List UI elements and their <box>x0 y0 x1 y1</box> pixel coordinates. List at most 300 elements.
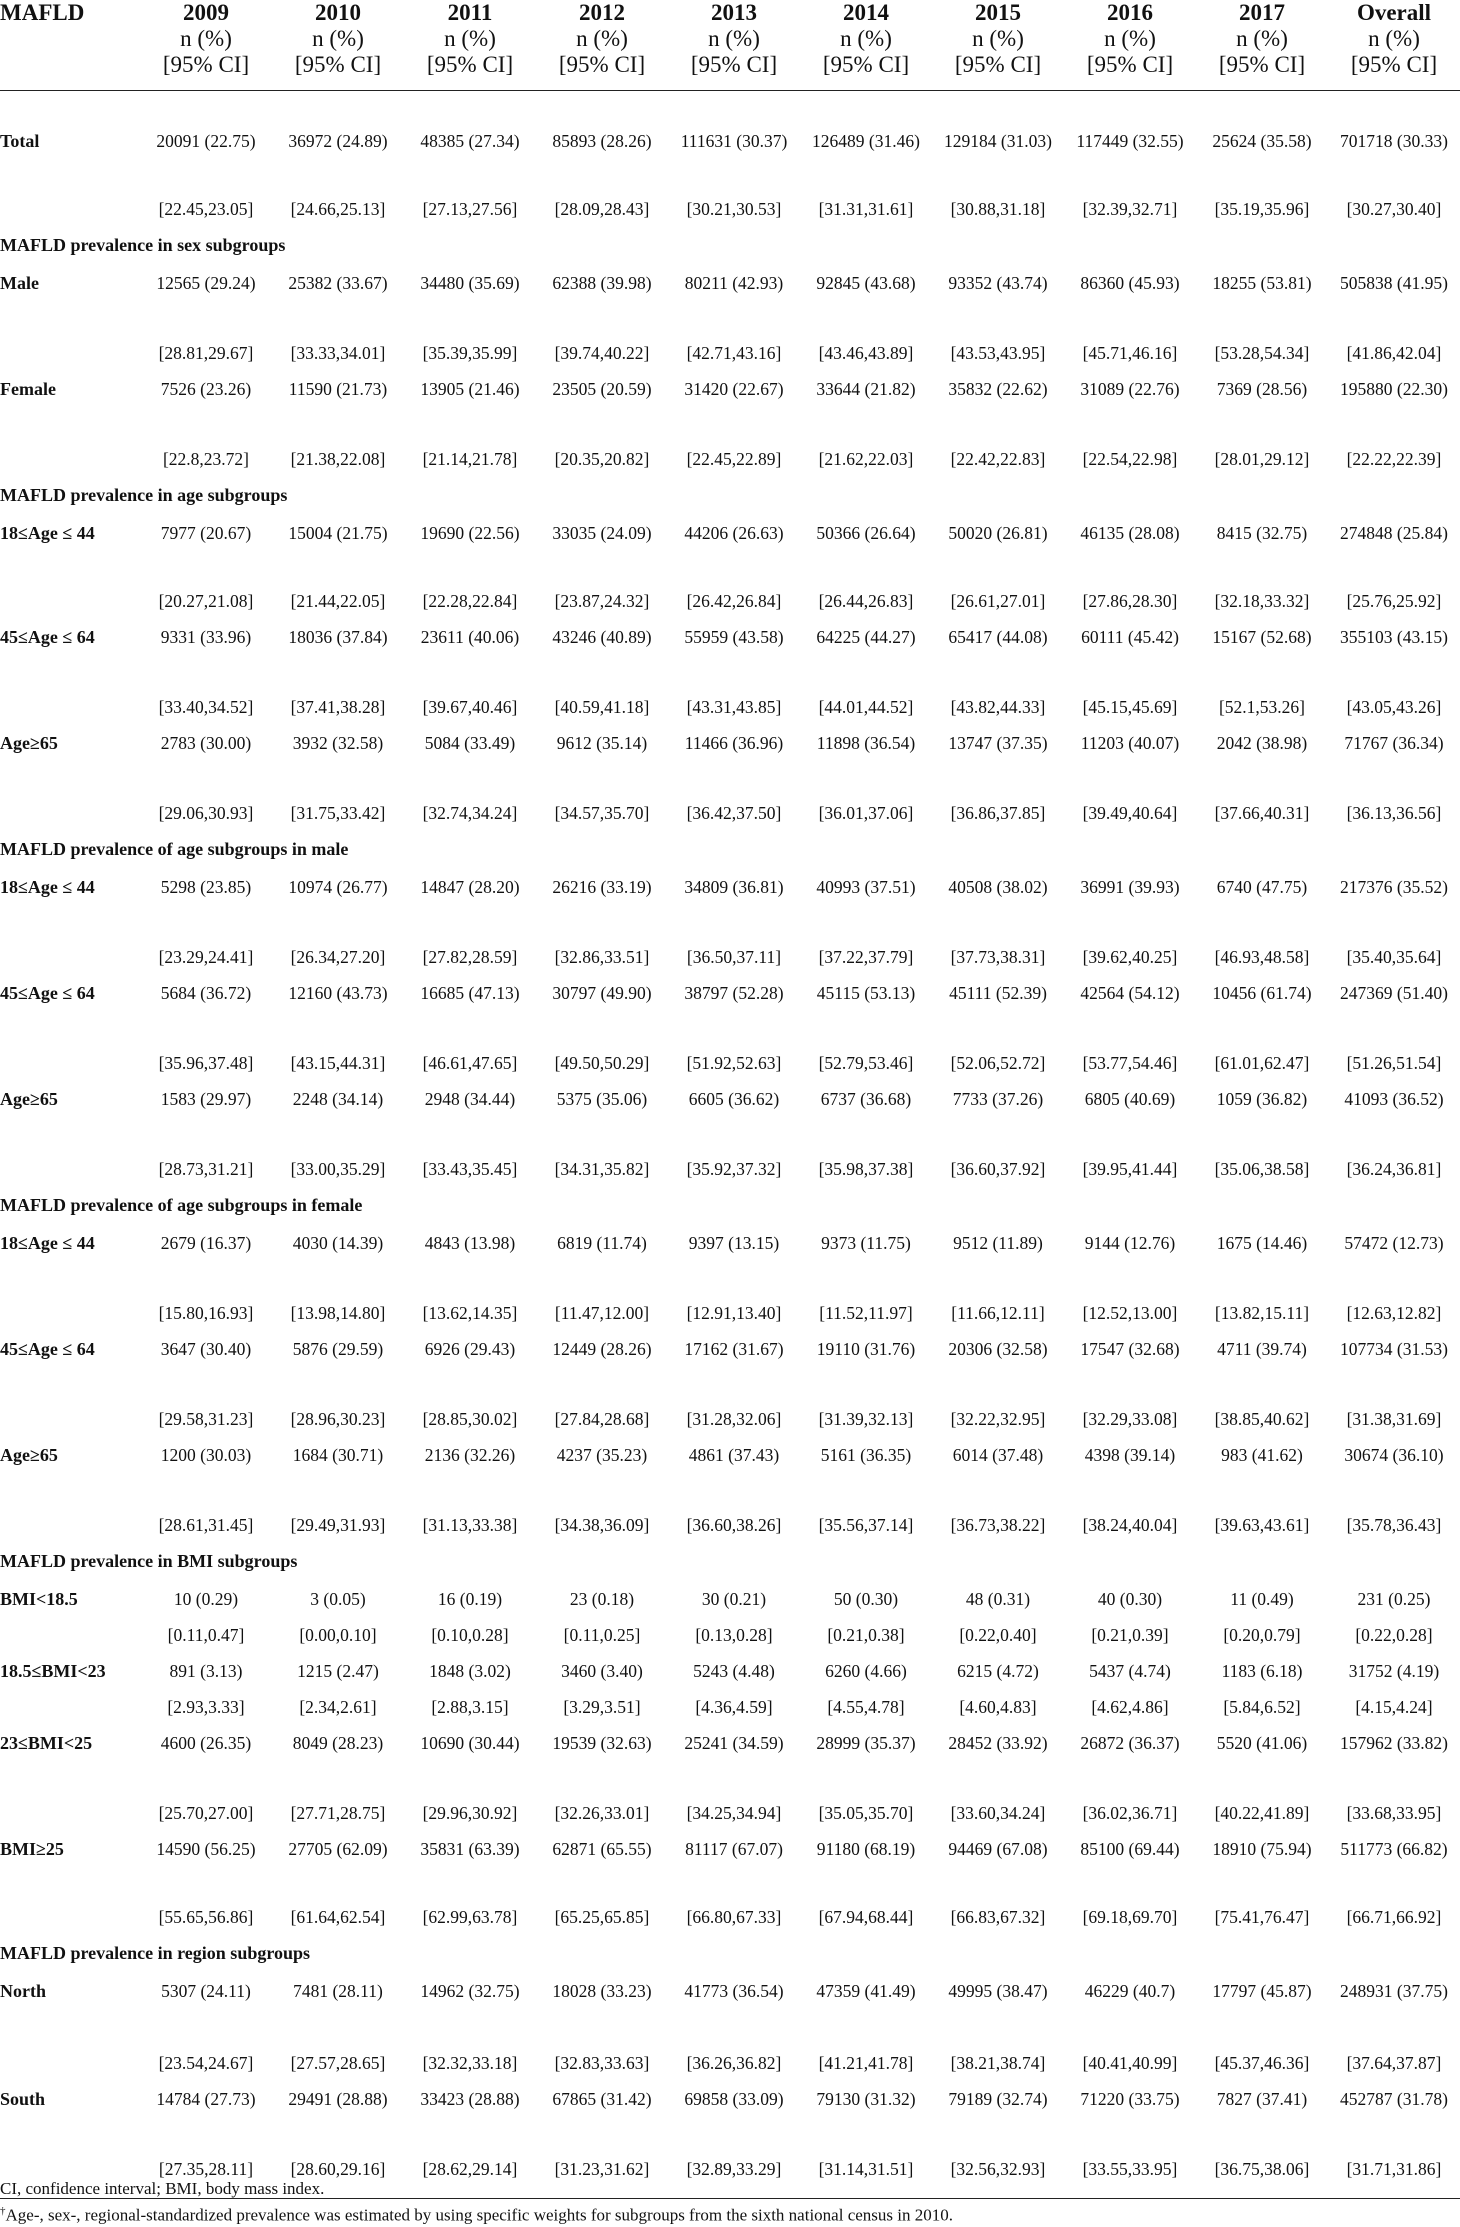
ci-cell: [39.63,43.61] <box>1214 1515 1310 1535</box>
value-cell: 1183 (6.18) <box>1221 1661 1303 1681</box>
ci-cell: [67.94,68.44] <box>818 1907 914 1927</box>
value-cell: 33644 (21.82) <box>816 379 916 399</box>
table-row <box>0 1980 1460 2052</box>
ci-cell: [28.81,29.67] <box>158 343 254 363</box>
value-cell: 19110 (31.76) <box>816 1339 916 1359</box>
value-cell: 7369 (28.56) <box>1216 379 1308 399</box>
row-label: 45≤Age ≤ 64 <box>0 1339 95 1359</box>
ci-cell: [22.22,22.39] <box>1346 449 1442 469</box>
ci-cell: [25.76,25.92] <box>1346 591 1442 611</box>
value-cell: 16 (0.19) <box>437 1589 503 1609</box>
ci-cell: [5.84,6.52] <box>1223 1697 1301 1717</box>
ci-cell: [15.80,16.93] <box>158 1303 254 1323</box>
ci-row <box>0 1514 1460 1550</box>
value-cell: 2136 (32.26) <box>424 1445 516 1465</box>
ci-cell: [33.40,34.52] <box>158 697 254 717</box>
value-cell: 19539 (32.63) <box>552 1733 652 1753</box>
value-cell: 31420 (22.67) <box>684 379 784 399</box>
value-cell: 35832 (22.62) <box>948 379 1048 399</box>
ci-cell: [55.65,56.86] <box>158 1907 254 1927</box>
value-cell: 4237 (35.23) <box>556 1445 648 1465</box>
ci-cell: [22.28,22.84] <box>422 591 518 611</box>
ci-cell: [39.62,40.25] <box>1082 947 1178 967</box>
value-cell: 33035 (24.09) <box>552 523 652 543</box>
ci-cell: [30.21,30.53] <box>686 199 782 219</box>
value-cell: 35831 (63.39) <box>420 1839 520 1859</box>
table-body <box>0 90 1460 2198</box>
value-cell: 111631 (30.37) <box>680 131 788 151</box>
ci-cell: [49.50,50.29] <box>554 1053 650 1073</box>
value-cell: 1583 (29.97) <box>160 1089 252 1109</box>
value-cell: 9144 (12.76) <box>1084 1233 1176 1253</box>
header-col-0 <box>140 0 272 90</box>
value-cell: 10690 (30.44) <box>420 1733 520 1753</box>
ci-cell: [35.06,38.58] <box>1214 1159 1310 1179</box>
value-cell: 9373 (11.75) <box>821 1233 911 1253</box>
ci-cell: [39.74,40.22] <box>554 343 650 363</box>
value-cell: 25624 (35.58) <box>1212 131 1312 151</box>
table-row <box>0 378 1460 448</box>
value-cell: 23 (0.18) <box>569 1589 635 1609</box>
header-ci: [95% CI] <box>954 52 1042 77</box>
value-cell: 50020 (26.81) <box>948 523 1048 543</box>
value-cell: 62871 (65.55) <box>552 1839 652 1859</box>
value-cell: 6014 (37.48) <box>952 1445 1044 1465</box>
value-cell: 25241 (34.59) <box>684 1733 784 1753</box>
value-cell: 9512 (11.89) <box>953 1233 1043 1253</box>
ci-cell: [28.09,28.43] <box>554 199 650 219</box>
header-np: n (%) <box>840 26 892 51</box>
value-cell: 157962 (33.82) <box>1340 1733 1448 1753</box>
value-cell: 85100 (69.44) <box>1080 1839 1180 1859</box>
value-cell: 5084 (33.49) <box>424 733 516 753</box>
ci-cell: [36.86,37.85] <box>950 803 1046 823</box>
value-cell: 93352 (43.74) <box>948 273 1048 293</box>
ci-cell: [75.41,76.47] <box>1214 1907 1310 1927</box>
ci-cell: [38.21,38.74] <box>950 2053 1046 2073</box>
footnote-standardization <box>0 2200 1460 2227</box>
ci-cell: [33.68,33.95] <box>1346 1803 1442 1823</box>
header-row <box>0 0 1460 90</box>
ci-cell: [27.86,28.30] <box>1082 591 1178 611</box>
row-label <box>0 1624 140 1660</box>
value-cell: 452787 (31.78) <box>1340 2089 1448 2109</box>
row-label <box>0 1802 140 1838</box>
ci-cell: [37.41,38.28] <box>290 697 386 717</box>
value-cell: 274848 (25.84) <box>1340 523 1448 543</box>
value-cell: 1848 (3.02) <box>429 1661 511 1681</box>
value-cell: 1684 (30.71) <box>292 1445 384 1465</box>
row-label <box>0 448 140 484</box>
value-cell: 41093 (36.52) <box>1344 1089 1444 1109</box>
header-col-6 <box>932 0 1064 90</box>
value-cell: 14590 (56.25) <box>156 1839 256 1859</box>
ci-cell: [26.42,26.84] <box>686 591 782 611</box>
ci-cell: [27.84,28.68] <box>554 1409 650 1429</box>
value-cell: 50366 (26.64) <box>816 523 916 543</box>
ci-cell: [28.60,29.16] <box>272 2158 404 2198</box>
header-ci: [95% CI] <box>1350 52 1438 77</box>
value-cell: 42564 (54.12) <box>1080 983 1180 1003</box>
ci-row <box>0 1696 1460 1732</box>
value-cell: 94469 (67.08) <box>948 1839 1048 1859</box>
table-row <box>0 1232 1460 1302</box>
ci-cell: [32.32,33.18] <box>422 2053 518 2073</box>
row-label <box>0 342 140 378</box>
value-cell: 10974 (26.77) <box>288 877 388 897</box>
ci-cell: [22.45,22.89] <box>686 449 782 469</box>
ci-cell: [2.88,3.15] <box>431 1697 509 1717</box>
value-cell: 5437 (4.74) <box>1089 1661 1171 1681</box>
ci-cell: [28.01,29.12] <box>1214 449 1310 469</box>
value-cell: 2948 (34.44) <box>424 1089 516 1109</box>
ci-cell: [30.88,31.18] <box>950 199 1046 219</box>
ci-cell: [13.62,14.35] <box>422 1303 518 1323</box>
ci-cell: [66.80,67.33] <box>686 1907 782 1927</box>
ci-cell: [23.54,24.67] <box>158 2053 254 2073</box>
value-cell: 15004 (21.75) <box>288 523 388 543</box>
ci-cell: [33.00,35.29] <box>290 1159 386 1179</box>
table-row <box>0 272 1460 342</box>
ci-cell: [12.63,12.82] <box>1346 1303 1442 1323</box>
ci-cell: [36.26,36.82] <box>686 2053 782 2073</box>
value-cell: 55959 (43.58) <box>684 627 784 647</box>
ci-cell: [32.39,32.71] <box>1082 199 1178 219</box>
ci-cell: [13.98,14.80] <box>290 1303 386 1323</box>
ci-cell: [22.54,22.98] <box>1082 449 1178 469</box>
row-label <box>0 1052 140 1088</box>
ci-cell: [11.47,12.00] <box>554 1303 650 1323</box>
ci-cell: [37.64,37.87] <box>1346 2053 1442 2073</box>
value-cell: 45115 (53.13) <box>816 983 916 1003</box>
value-cell: 65417 (44.08) <box>948 627 1048 647</box>
value-cell: 85893 (28.26) <box>552 131 652 151</box>
value-cell: 2679 (16.37) <box>160 1233 252 1253</box>
ci-cell: [31.39,32.13] <box>818 1409 914 1429</box>
ci-cell: [53.28,54.34] <box>1214 343 1310 363</box>
ci-cell: [39.67,40.46] <box>422 697 518 717</box>
table-row <box>0 1444 1460 1514</box>
value-cell: 23611 (40.06) <box>420 627 520 647</box>
row-label: BMI≥25 <box>0 1839 64 1859</box>
ci-cell: [20.35,20.82] <box>554 449 650 469</box>
ci-cell: [22.8,23.72] <box>162 449 250 469</box>
row-label <box>0 590 140 626</box>
ci-cell: [65.25,65.85] <box>554 1907 650 1927</box>
value-cell: 9331 (33.96) <box>160 627 252 647</box>
section-row <box>0 234 1460 272</box>
value-cell: 117449 (32.55) <box>1076 131 1184 151</box>
row-label <box>0 802 140 838</box>
value-cell: 17162 (31.67) <box>684 1339 784 1359</box>
value-cell: 17547 (32.68) <box>1080 1339 1180 1359</box>
ci-row <box>0 696 1460 732</box>
ci-cell: [26.61,27.01] <box>950 591 1046 611</box>
ci-cell: [33.43,35.45] <box>422 1159 518 1179</box>
ci-row <box>0 1802 1460 1838</box>
value-cell: 19690 (22.56) <box>420 523 520 543</box>
header-year: 2013 <box>711 0 757 25</box>
ci-cell: [21.38,22.08] <box>290 449 386 469</box>
ci-cell: [42.71,43.16] <box>686 343 782 363</box>
row-label: Male <box>0 273 39 293</box>
value-cell: 57472 (12.73) <box>1344 1233 1444 1253</box>
ci-row <box>0 342 1460 378</box>
header-year: 2010 <box>315 0 361 25</box>
row-label: 18≤Age ≤ 44 <box>0 523 95 543</box>
value-cell: 47359 (41.49) <box>816 1981 916 2001</box>
section-label: MAFLD prevalence of age subgroups in female <box>0 1195 363 1215</box>
ci-cell: [26.34,27.20] <box>290 947 386 967</box>
ci-cell: [46.61,47.65] <box>422 1053 518 1073</box>
ci-cell: [44.01,44.52] <box>818 697 914 717</box>
value-cell: 71220 (33.75) <box>1080 2089 1180 2109</box>
ci-cell: [31.28,32.06] <box>686 1409 782 1429</box>
ci-cell: [27.35,28.11] <box>140 2158 272 2198</box>
dagger-mark: † <box>0 2205 6 2217</box>
ci-cell: [4.36,4.59] <box>695 1697 773 1717</box>
ci-cell: [35.05,35.70] <box>818 1803 914 1823</box>
row-label <box>0 946 140 982</box>
value-cell: 7733 (37.26) <box>952 1089 1044 1109</box>
ci-cell: [37.73,38.31] <box>950 947 1046 967</box>
ci-cell: [22.42,22.83] <box>950 449 1046 469</box>
row-label <box>0 1408 140 1444</box>
value-cell: 18036 (37.84) <box>288 627 388 647</box>
ci-row <box>0 448 1460 484</box>
ci-cell: [36.01,37.06] <box>818 803 914 823</box>
value-cell: 79130 (31.32) <box>816 2089 916 2109</box>
value-cell: 14962 (32.75) <box>420 1981 520 2001</box>
ci-cell: [36.13,36.56] <box>1346 803 1442 823</box>
value-cell: 20091 (22.75) <box>156 131 256 151</box>
header-year: 2014 <box>843 0 889 25</box>
value-cell: 49995 (38.47) <box>948 1981 1048 2001</box>
value-cell: 2042 (38.98) <box>1216 733 1308 753</box>
row-label: 45≤Age ≤ 64 <box>0 983 95 1003</box>
value-cell: 30 (0.21) <box>701 1589 767 1609</box>
value-cell: 34480 (35.69) <box>420 273 520 293</box>
value-cell: 10456 (61.74) <box>1212 983 1312 1003</box>
footnote-standardization-text: Age-, sex-, regional-standardized prevalence was estimated by using specific weights for subgroups from the sixth national census in 2010. <box>5 2205 953 2225</box>
ci-cell: [22.45,23.05] <box>158 199 254 219</box>
value-cell: 4843 (13.98) <box>424 1233 516 1253</box>
value-cell: 4861 (37.43) <box>688 1445 780 1465</box>
value-cell: 5298 (23.85) <box>160 877 252 897</box>
value-cell: 30674 (36.10) <box>1344 1445 1444 1465</box>
ci-cell: [27.71,28.75] <box>290 1803 386 1823</box>
value-cell: 8049 (28.23) <box>292 1733 384 1753</box>
value-cell: 3 (0.05) <box>310 1589 366 1609</box>
ci-cell: [32.26,33.01] <box>554 1803 650 1823</box>
ci-cell: [31.14,31.51] <box>800 2158 932 2198</box>
value-cell: 15167 (52.68) <box>1212 627 1312 647</box>
ci-cell: [52.79,53.46] <box>818 1053 914 1073</box>
row-label: South <box>0 2089 46 2109</box>
table-row <box>0 732 1460 802</box>
value-cell: 4398 (39.14) <box>1084 1445 1176 1465</box>
value-cell: 11203 (40.07) <box>1080 733 1180 753</box>
ci-cell: [21.44,22.05] <box>290 591 386 611</box>
header-ci: [95% CI] <box>1086 52 1174 77</box>
header-np: n (%) <box>180 26 232 51</box>
value-cell: 6805 (40.69) <box>1084 1089 1176 1109</box>
value-cell: 12565 (29.24) <box>156 273 256 293</box>
table-row <box>0 1732 1460 1802</box>
row-label: North <box>0 1981 46 2001</box>
ci-cell: [53.77,54.46] <box>1082 1053 1178 1073</box>
header-year: 2017 <box>1239 0 1285 25</box>
value-cell: 6260 (4.66) <box>825 1661 907 1681</box>
ci-cell: [31.13,33.38] <box>422 1515 518 1535</box>
value-cell: 6740 (47.75) <box>1216 877 1308 897</box>
value-cell: 12160 (43.73) <box>288 983 388 1003</box>
row-label: 18≤Age ≤ 44 <box>0 1233 95 1253</box>
ci-cell: [51.26,51.54] <box>1346 1053 1442 1073</box>
ci-cell: [0.00,0.10] <box>299 1625 377 1645</box>
header-np: n (%) <box>1104 26 1156 51</box>
header-year: 2011 <box>447 0 493 25</box>
ci-cell: [39.95,41.44] <box>1082 1159 1178 1179</box>
header-ci: [95% CI] <box>690 52 778 77</box>
value-cell: 5684 (36.72) <box>160 983 252 1003</box>
header-mafld: MAFLD <box>0 0 140 90</box>
value-cell: 48385 (27.34) <box>420 131 520 151</box>
ci-cell: [66.83,67.32] <box>950 1907 1046 1927</box>
header-col-7 <box>1064 0 1196 90</box>
table-row <box>0 1338 1460 1408</box>
ci-cell: [61.01,62.47] <box>1214 1053 1310 1073</box>
value-cell: 3932 (32.58) <box>292 733 384 753</box>
row-label: 23≤BMI<25 <box>0 1733 93 1753</box>
row-label <box>0 1906 140 1942</box>
value-cell: 40508 (38.02) <box>948 877 1048 897</box>
value-cell: 14847 (28.20) <box>420 877 520 897</box>
ci-cell: [34.31,35.82] <box>554 1159 650 1179</box>
ci-cell: [27.13,27.56] <box>422 199 518 219</box>
row-label <box>0 1696 140 1732</box>
ci-cell: [31.71,31.86] <box>1328 2158 1460 2198</box>
ci-cell: [43.31,43.85] <box>686 697 782 717</box>
ci-row <box>0 2052 1460 2088</box>
table-row <box>0 626 1460 696</box>
header-np: n (%) <box>444 26 496 51</box>
header-np: n (%) <box>576 26 628 51</box>
row-label: Age≥65 <box>0 1089 58 1109</box>
header-year: 2016 <box>1107 0 1153 25</box>
ci-cell: [69.18,69.70] <box>1082 1907 1178 1927</box>
value-cell: 1059 (36.82) <box>1216 1089 1308 1109</box>
ci-cell: [45.15,45.69] <box>1082 697 1178 717</box>
header-np: n (%) <box>1236 26 1288 51</box>
header-np: n (%) <box>972 26 1024 51</box>
ci-cell: [21.62,22.03] <box>818 449 914 469</box>
ci-cell: [32.29,33.08] <box>1082 1409 1178 1429</box>
ci-cell: [34.57,35.70] <box>554 803 650 823</box>
ci-cell: [37.22,37.79] <box>818 947 914 967</box>
table-row <box>0 1088 1460 1158</box>
ci-cell: [0.22,0.28] <box>1355 1625 1433 1645</box>
value-cell: 195880 (22.30) <box>1340 379 1448 399</box>
header-np: n (%) <box>708 26 760 51</box>
ci-cell: [0.21,0.38] <box>827 1625 905 1645</box>
value-cell: 5307 (24.11) <box>161 1981 251 2001</box>
ci-row <box>0 946 1460 982</box>
value-cell: 7977 (20.67) <box>160 523 252 543</box>
ci-cell: [28.96,30.23] <box>290 1409 386 1429</box>
ci-cell: [27.82,28.59] <box>422 947 518 967</box>
value-cell: 11466 (36.96) <box>684 733 784 753</box>
section-label: MAFLD prevalence in sex subgroups <box>0 235 286 255</box>
ci-cell: [40.41,40.99] <box>1082 2053 1178 2073</box>
table-row <box>0 1838 1460 1906</box>
ci-cell: [31.23,31.62] <box>536 2158 668 2198</box>
row-label: BMI<18.5 <box>0 1589 78 1609</box>
header-year: Overall <box>1356 0 1432 25</box>
value-cell: 43246 (40.89) <box>552 627 652 647</box>
ci-cell: [34.25,34.94] <box>686 1803 782 1823</box>
ci-cell: [31.38,31.69] <box>1346 1409 1442 1429</box>
row-label <box>0 1514 140 1550</box>
ci-cell: [52.06,52.72] <box>950 1053 1046 1073</box>
value-cell: 36972 (24.89) <box>288 131 388 151</box>
value-cell: 701718 (30.33) <box>1340 131 1448 151</box>
section-row <box>0 1194 1460 1232</box>
ci-cell: [43.15,44.31] <box>290 1053 386 1073</box>
ci-row <box>0 1158 1460 1194</box>
ci-cell: [27.57,28.65] <box>290 2053 386 2073</box>
value-cell: 44206 (26.63) <box>684 523 784 543</box>
value-cell: 23505 (20.59) <box>552 379 652 399</box>
section-label: MAFLD prevalence in BMI subgroups <box>0 1551 298 1571</box>
ci-cell: [43.05,43.26] <box>1346 697 1442 717</box>
ci-cell: [13.82,15.11] <box>1214 1303 1310 1323</box>
value-cell: 86360 (45.93) <box>1080 273 1180 293</box>
table-row <box>0 2088 1460 2158</box>
ci-cell: [35.96,37.48] <box>158 1053 254 1073</box>
ci-cell: [36.24,36.81] <box>1346 1159 1442 1179</box>
ci-cell: [33.60,34.24] <box>950 1803 1046 1823</box>
ci-cell: [2.34,2.61] <box>299 1697 377 1717</box>
header-np: n (%) <box>312 26 364 51</box>
section-row <box>0 1550 1460 1588</box>
header-col-2 <box>404 0 536 90</box>
ci-cell: [4.55,4.78] <box>827 1697 905 1717</box>
value-cell: 18028 (33.23) <box>552 1981 652 2001</box>
value-cell: 5876 (29.59) <box>292 1339 384 1359</box>
ci-cell: [26.44,26.83] <box>818 591 914 611</box>
value-cell: 31089 (22.76) <box>1080 379 1180 399</box>
row-label <box>0 2052 140 2088</box>
value-cell: 983 (41.62) <box>1221 1445 1303 1465</box>
ci-cell: [61.64,62.54] <box>290 1907 386 1927</box>
ci-row <box>0 1906 1460 1942</box>
header-col-9 <box>1328 0 1460 90</box>
ci-cell: [2.93,3.33] <box>167 1697 245 1717</box>
ci-cell: [21.14,21.78] <box>422 449 518 469</box>
value-cell: 80211 (42.93) <box>684 273 784 293</box>
header-ci: [95% CI] <box>1218 52 1306 77</box>
ci-cell: [25.70,27.00] <box>158 1803 254 1823</box>
header-col-5 <box>800 0 932 90</box>
ci-row <box>0 1052 1460 1088</box>
ci-cell: [32.86,33.51] <box>554 947 650 967</box>
value-cell: 13747 (37.35) <box>948 733 1048 753</box>
ci-cell: [29.06,30.93] <box>158 803 254 823</box>
ci-cell: [0.11,0.47] <box>167 1625 245 1645</box>
ci-cell: [43.46,43.89] <box>818 343 914 363</box>
ci-cell: [20.27,21.08] <box>158 591 254 611</box>
